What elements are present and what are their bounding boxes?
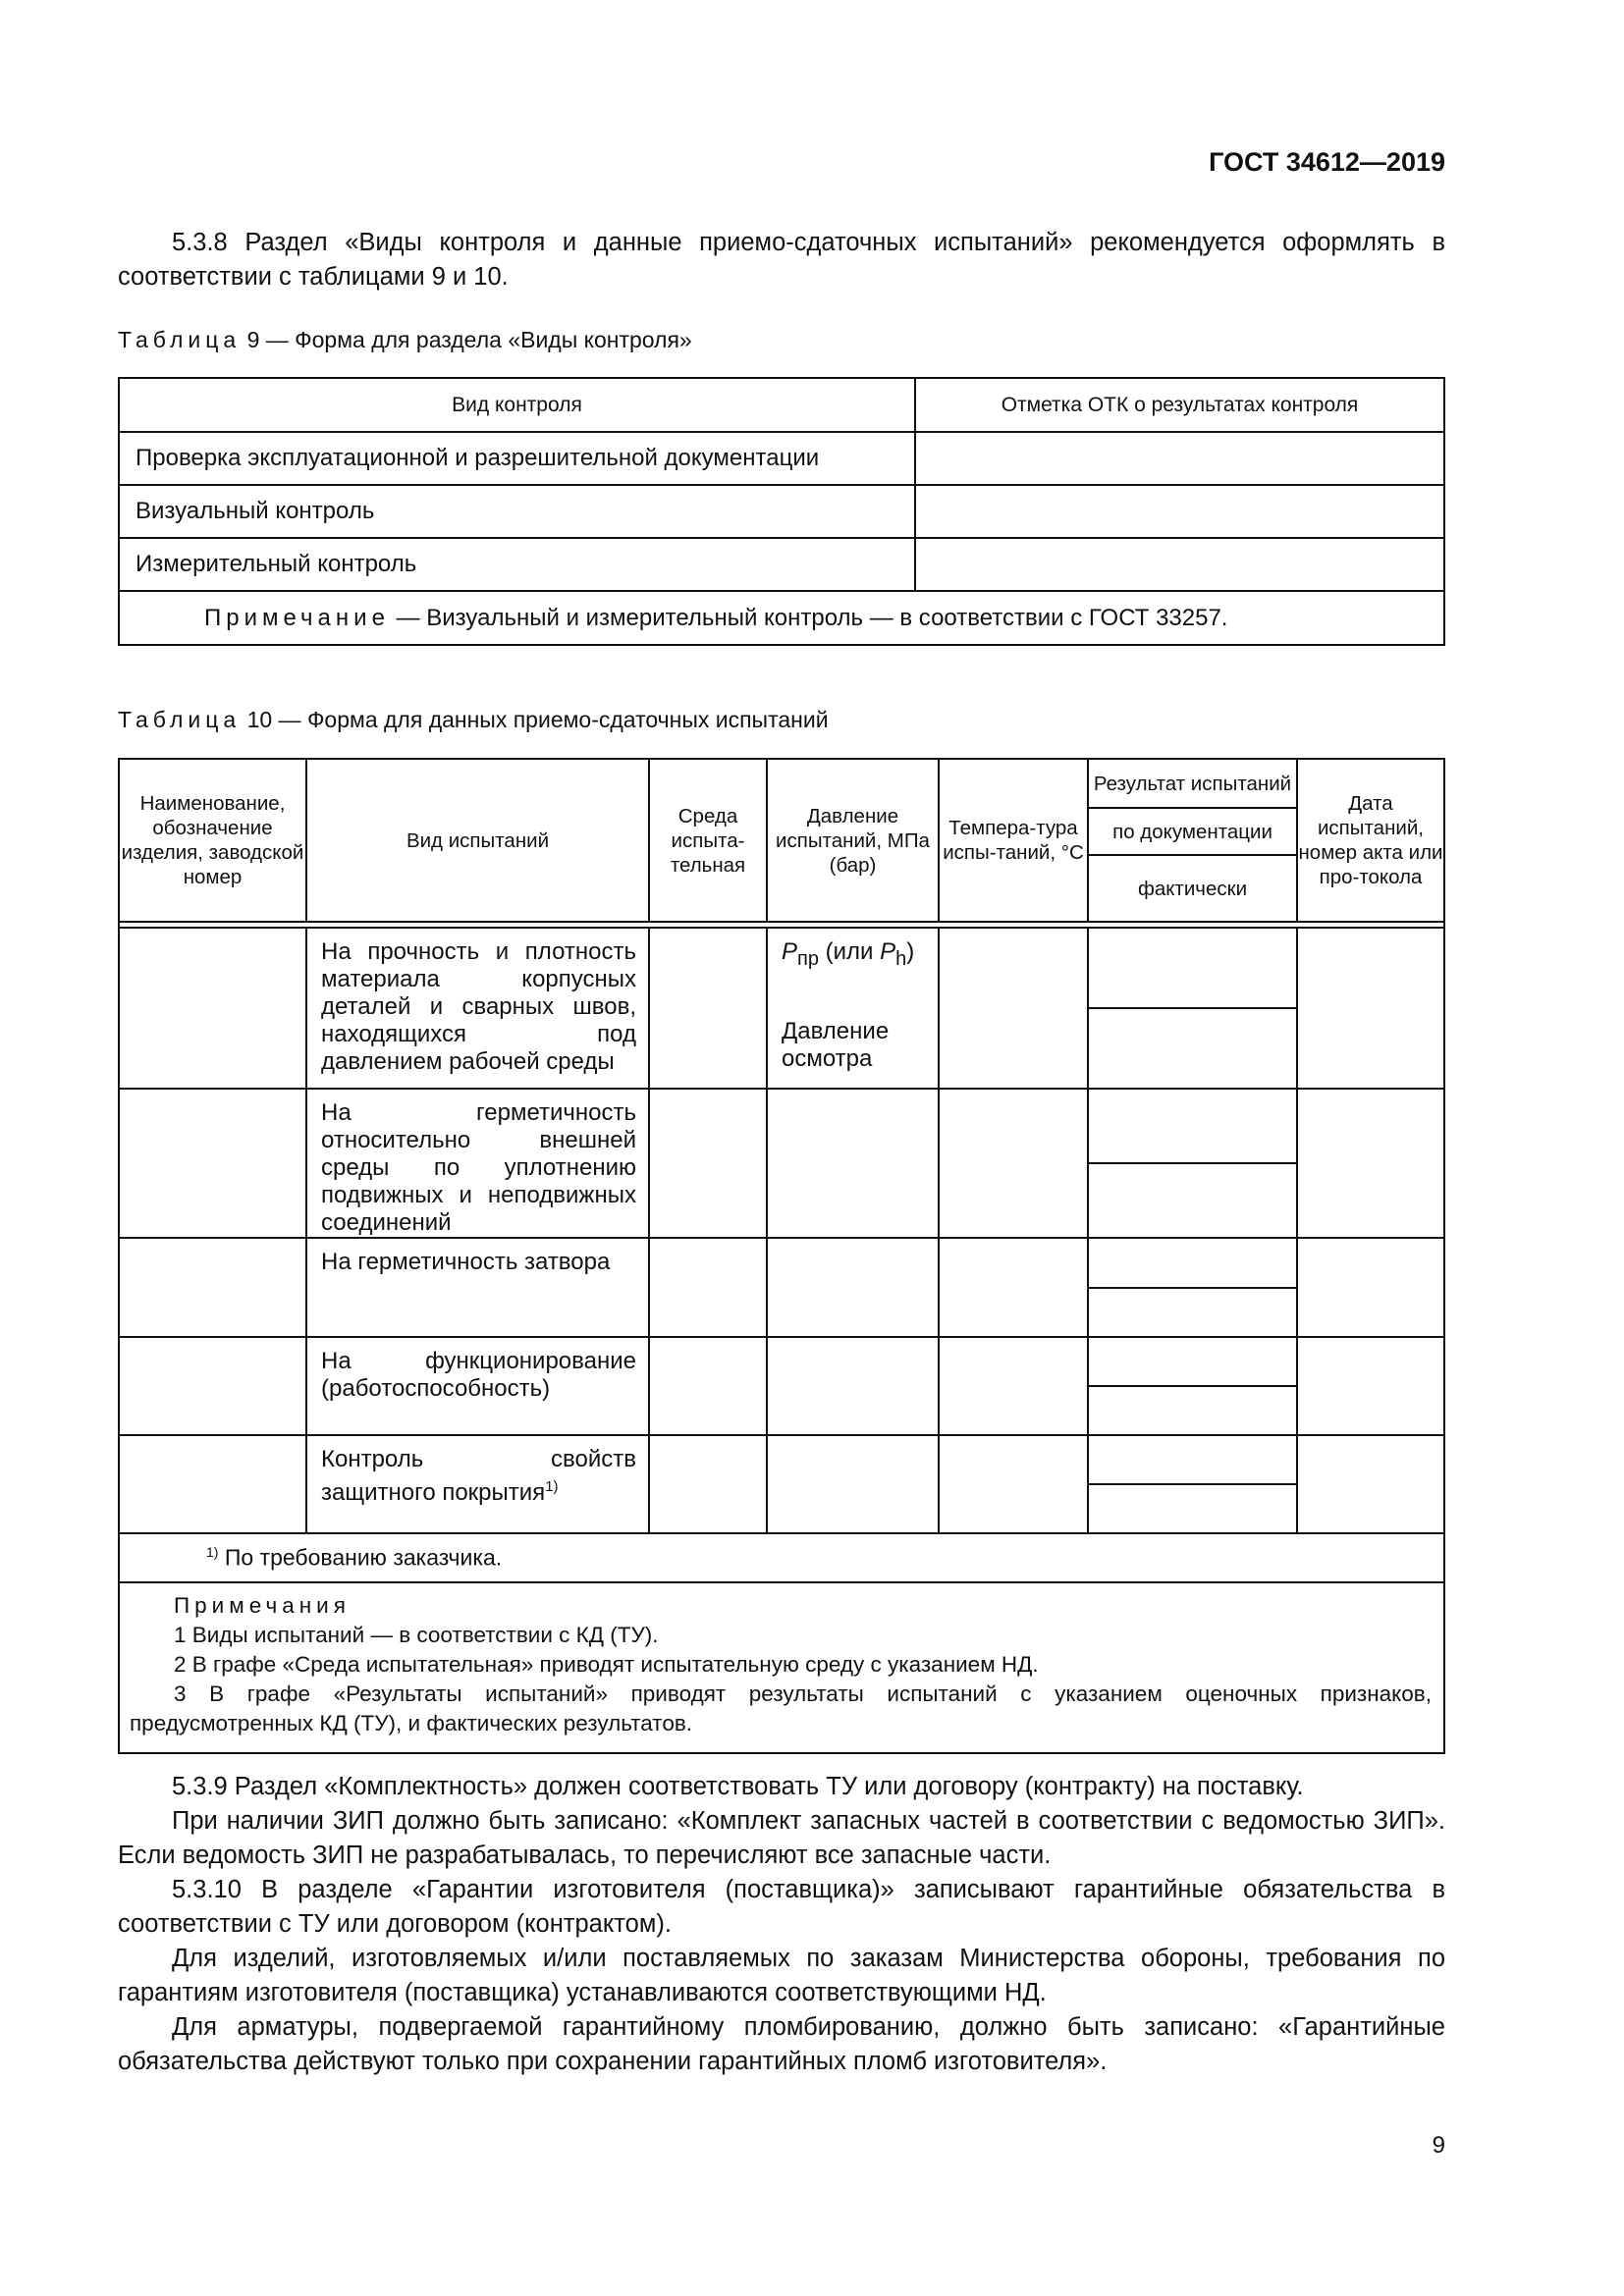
table-row: На прочность и плотность материала корпусных деталей и сварных швов, находящихся под давлением рабочей среды $P_{пр}$ (или $P_h$) Давление осмотра <box>119 928 1444 1089</box>
table-row: Измерительный контроль <box>119 538 1444 591</box>
table-footnote: $^{1)}$ По требованию заказчика. <box>119 1533 1444 1582</box>
document-header: ГОСТ 34612—2019 <box>1209 147 1445 177</box>
table-10: Наименование, обозначение изделия, заводской номер Вид испытаний Среда испыта-тельная Давление испытаний, МПа (бар) Темпера-тура испы-таний, °С Результат испытаний Дата испытаний, номер акта или про-токола по документации фактически На прочность и плотность материала корпусных деталей и сварных швов, находящихся под давлением рабочей среды $P_{пр}$ (или $P_h$) Давление осмотра На герметичность относительно внешней среды по уплотнению подвижных и неподвижных соединений На герметичность затвора На функционирование (работоспособность) Контроль свойств защитного покрытия$^{1)}$ $^{1)}$ По требованию заказчика. Примечания 1 Виды испытаний — в соответствии с КД (ТУ). 2 В графе «Среда испытательная» приводят испытательную среду с указанием НД. 3 В графе «Результаты испытаний» приводят результаты испытаний с указанием оценочных признаков, предусмотренных КД (ТУ), и фактических результатов. <box>118 758 1445 1754</box>
table-row: Проверка эксплуатационной и разрешительной документации <box>119 432 1444 485</box>
table-row: Визуальный контроль <box>119 485 1444 538</box>
column-header: Вид контроля <box>119 378 915 432</box>
table10-caption: Таблица 10 — Форма для данных приемо-сдаточных испытаний <box>118 707 829 732</box>
paragraph: 5.3.10 В разделе «Гарантии изготовителя (поставщика)» записывают гарантийные обязательства в соответствии с ТУ или договором (контрактом). <box>118 1876 1445 1938</box>
table-header-row: Наименование, обозначение изделия, заводской номер Вид испытаний Среда испыта-тельная Давление испытаний, МПа (бар) Темпера-тура испы-таний, °С Результат испытаний Дата испытаний, номер акта или про-токола <box>119 759 1444 808</box>
body-paragraphs <box>118 1770 1445 2079</box>
page-number: 9 <box>1432 2132 1445 2159</box>
paragraph: При наличии ЗИП должно быть записано: «Комплект запасных частей в соответствии с ведомостью ЗИП». Если ведомость ЗИП не разрабатывалась, то перечисляют все запасные части. <box>118 1807 1445 1869</box>
table-note: Примечание — Визуальный и измерительный контроль — в соответствии с ГОСТ 33257. <box>119 591 1444 645</box>
table-row: На герметичность затвора <box>119 1238 1444 1337</box>
paragraph: Для арматуры, подвергаемой гарантийному пломбированию, должно быть записано: «Гарантийные обязательства действуют только при сохранении гарантийных пломб изготовителя». <box>118 2013 1445 2075</box>
table-9 <box>118 377 1445 646</box>
paragraph: Для изделий, изготовляемых и/или поставляемых по заказам Министерства обороны, требования по гарантиям изготовителя (поставщика) устанавливаются соответствующими НД. <box>118 1945 1445 2006</box>
paragraph: 5.3.9 Раздел «Комплектность» должен соответствовать ТУ или договору (контракту) на поставку. <box>172 1773 1304 1800</box>
table-row: На герметичность относительно внешней среды по уплотнению подвижных и неподвижных соединений <box>119 1089 1444 1238</box>
paragraph-5-3-8: 5.3.8 Раздел «Виды контроля и данные приемо-сдаточных испытаний» рекомендуется оформлять в соответствии с таблицами 9 и 10. <box>118 229 1445 291</box>
table-notes: Примечания 1 Виды испытаний — в соответствии с КД (ТУ). 2 В графе «Среда испытательная» приводят испытательную среду с указанием НД. 3 В графе «Результаты испытаний» приводят результаты испытаний с указанием оценочных признаков, предусмотренных КД (ТУ), и фактических результатов. <box>119 1582 1444 1753</box>
table-row: На функционирование (работоспособность) <box>119 1337 1444 1435</box>
table9-caption: Таблица 9 — Форма для раздела «Виды контроля» <box>118 327 692 352</box>
column-header: Отметка ОТК о результатах контроля <box>915 378 1444 432</box>
table-row: Контроль свойств защитного покрытия$^{1)}$ <box>119 1435 1444 1533</box>
table-header-row <box>119 378 1444 432</box>
